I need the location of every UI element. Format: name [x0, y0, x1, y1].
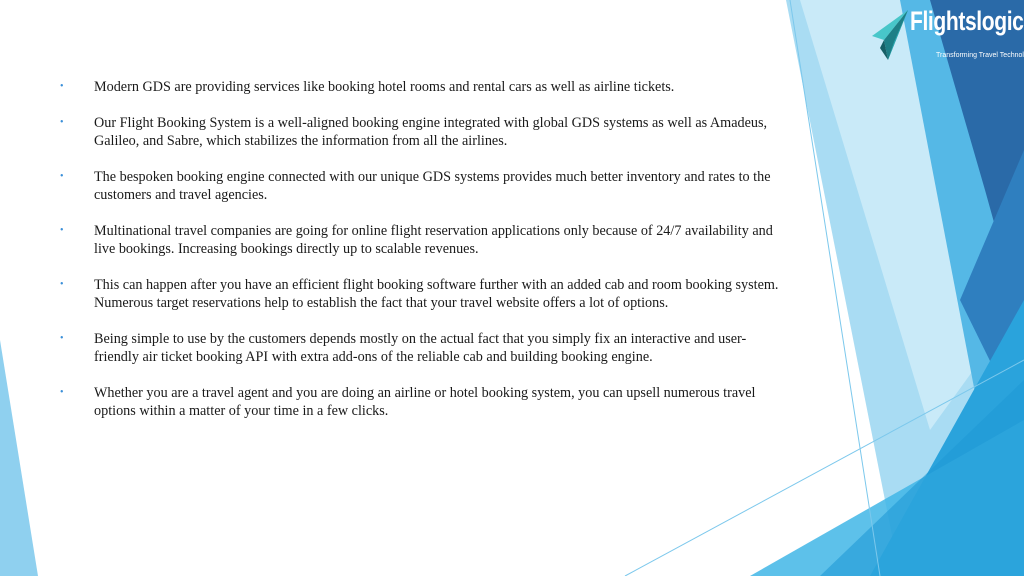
- list-item: [60, 276, 780, 312]
- list-item-text: Our Flight Booking System is a well-aligned booking engine integrated with global GDS systems as well as Amadeus, Galileo, and Sabre, which stabilizes the information from all the airlines.: [94, 115, 768, 149]
- list-item: [60, 114, 780, 150]
- bullet-marker: •: [60, 81, 64, 92]
- list-item-text: The bespoken booking engine connected with our unique GDS systems provides much better inventory and rates to the customers and travel agencies.: [94, 169, 771, 203]
- bullet-marker: •: [60, 387, 64, 398]
- list-item: [60, 330, 780, 366]
- bullet-marker: •: [60, 279, 64, 290]
- list-item-text: Modern GDS are providing services like booking hotel rooms and rental cars as well as airline tickets.: [94, 79, 675, 95]
- paper-plane-icon: [870, 8, 910, 62]
- list-item: [60, 384, 780, 420]
- list-item-text: Being simple to use by the customers depends mostly on the actual fact that you simply fix an interactive and user-friendly air ticket booking API with extra add-ons of the reliable cab and building booking engine.: [94, 331, 747, 365]
- bullet-marker: •: [60, 333, 64, 344]
- bullet-list: [60, 78, 780, 438]
- list-item-text: This can happen after you have an efficient flight booking software further with an added cab and room booking system. Numerous target reservations help to establish the fact that your travel website offers a lot of options.: [94, 277, 779, 311]
- bullet-marker: •: [60, 171, 64, 182]
- bullet-marker: •: [60, 117, 64, 128]
- brand-name: Flightslogic: [910, 6, 1024, 36]
- brand-logo: [870, 6, 1035, 64]
- left-edge-shape: [0, 340, 38, 576]
- brand-tagline: Transforming Travel Technology: [936, 52, 1035, 59]
- list-item: [60, 168, 780, 204]
- bullet-marker: •: [60, 225, 64, 236]
- list-item-text: Whether you are a travel agent and you are doing an airline or hotel booking system, you can upsell numerous travel options within a matter of your time in a few clicks.: [94, 385, 756, 419]
- list-item-text: Multinational travel companies are going for online flight reservation applications only because of 24/7 availability and live bookings. Increasing bookings directly up to scalable revenues.: [94, 223, 773, 257]
- list-item: [60, 222, 780, 258]
- list-item: [60, 78, 780, 96]
